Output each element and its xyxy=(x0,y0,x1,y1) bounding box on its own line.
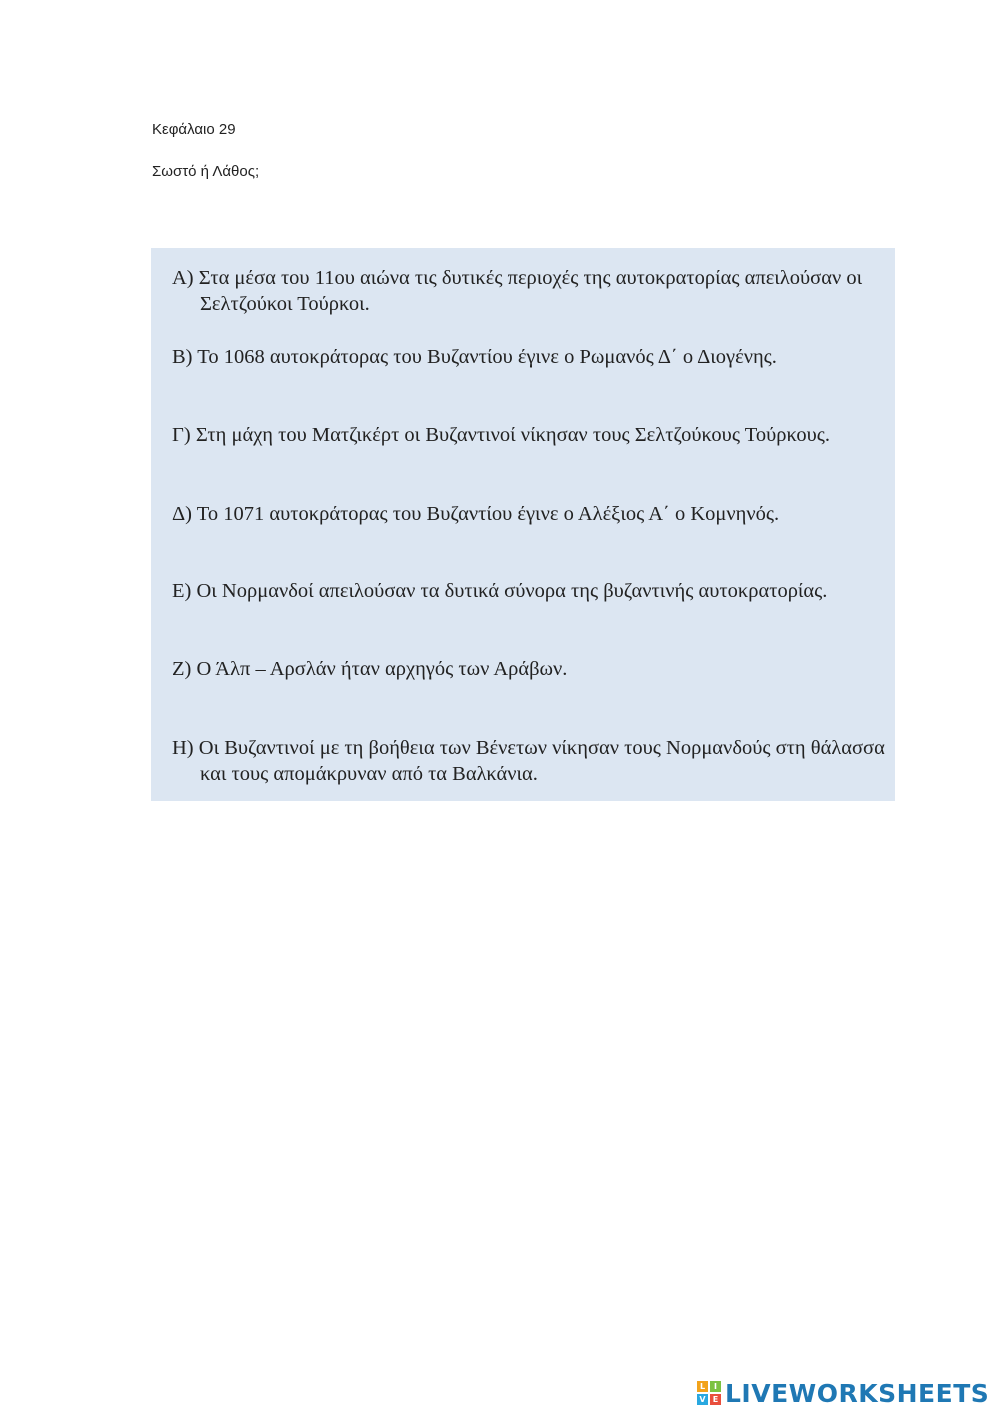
brand-name: LIVEWORKSHEETS xyxy=(725,1378,990,1408)
statement-letter: Ε) xyxy=(172,580,192,602)
statement-letter: Γ) xyxy=(172,424,191,446)
statement-text: Ο Άλπ – Αρσλάν ήταν αρχηγός των Αράβων. xyxy=(196,658,568,680)
statement-a xyxy=(172,265,889,317)
statement-d xyxy=(172,501,889,527)
statement-text: Στη μάχη του Ματζικέρτ οι Βυζαντινοί νίκησαν τους Σελτζούκους Τούρκους. xyxy=(195,424,830,446)
liveworksheets-logo-icon xyxy=(697,1381,721,1405)
statement-letter: Ζ) xyxy=(172,658,192,680)
statement-b xyxy=(172,344,889,370)
statement-text: Οι Βυζαντινοί με τη βοήθεια των Βένετων νίκησαν τους Νορμανδούς στη θάλασσα και τους απομάκρυναν από τα Βαλκάνια. xyxy=(198,737,885,785)
statement-c xyxy=(172,422,889,448)
statement-letter: Β) xyxy=(172,346,193,368)
statement-letter: Δ) xyxy=(172,503,193,525)
exercise-instruction: Σωστό ή Λάθος; xyxy=(152,163,260,180)
statement-e xyxy=(172,578,889,604)
logo-letter: L xyxy=(697,1381,708,1392)
chapter-title: Κεφάλαιο 29 xyxy=(152,121,236,138)
statement-letter: Α) xyxy=(172,267,194,289)
logo-letter: V xyxy=(697,1394,708,1405)
statement-letter: Η) xyxy=(172,737,194,759)
statement-text: Στα μέσα του 11ου αιώνα τις δυτικές περιοχές της αυτοκρατορίας απειλούσαν οι Σελτζούκοι Τούρκοι. xyxy=(198,267,863,315)
statements-box xyxy=(151,248,895,801)
statement-text: Οι Νορμανδοί απειλούσαν τα δυτικά σύνορα της βυζαντινής αυτοκρατορίας. xyxy=(196,580,828,602)
statement-text: Το 1071 αυτοκράτορας του Βυζαντίου έγινε ο Αλέξιος Α΄ ο Κομνηνός. xyxy=(196,503,780,525)
logo-letter: I xyxy=(710,1381,721,1392)
statement-g xyxy=(172,735,889,787)
liveworksheets-brand xyxy=(697,1377,989,1409)
logo-letter: E xyxy=(710,1394,721,1405)
statement-text: Το 1068 αυτοκράτορας του Βυζαντίου έγινε ο Ρωμανός Δ΄ ο Διογένης. xyxy=(197,346,777,368)
statement-f xyxy=(172,656,889,682)
